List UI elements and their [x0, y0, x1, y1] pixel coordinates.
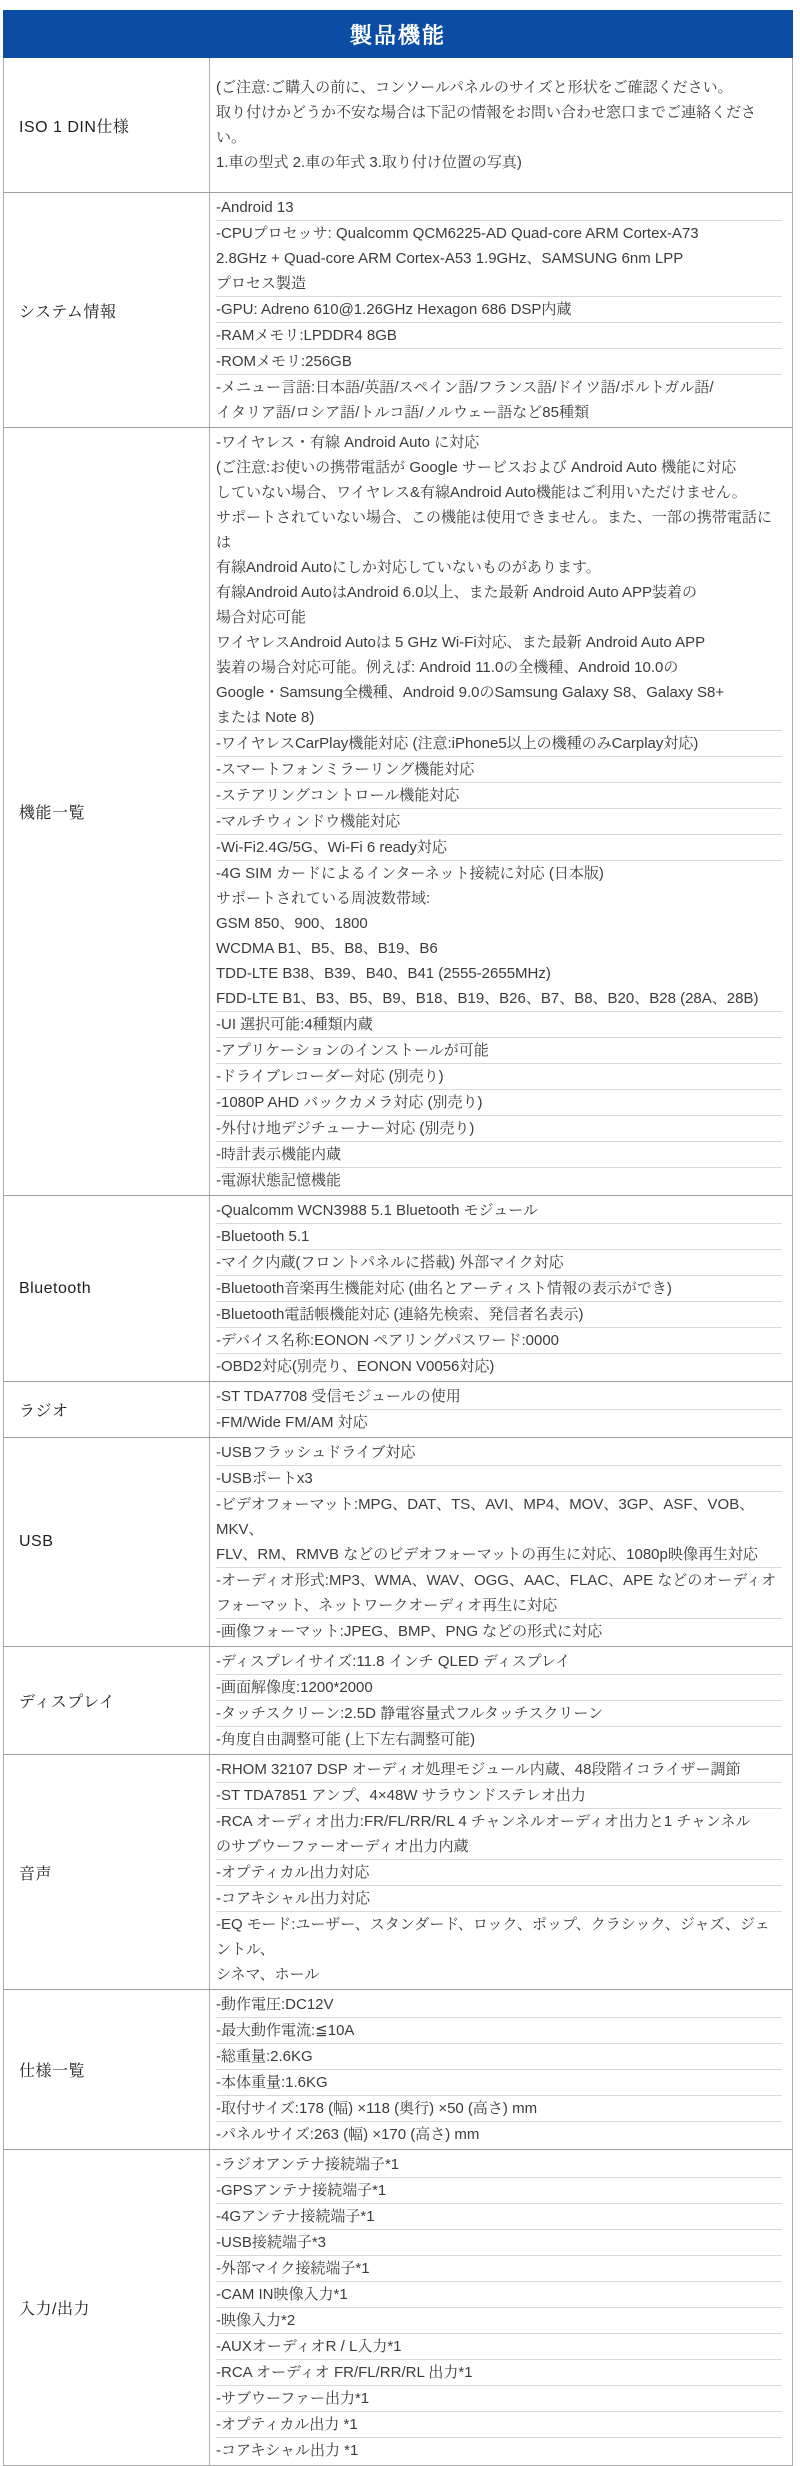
spec-item: [216, 1089, 782, 1115]
spec-item: [216, 1141, 782, 1167]
section-label: ISO 1 DIN仕様: [4, 58, 210, 192]
spec-item: [216, 2017, 782, 2043]
spec-line: シネマ、ホール: [216, 1966, 320, 1983]
spec-item: [216, 730, 782, 756]
spec-item: [216, 1327, 782, 1353]
section-label: 仕様一覧: [4, 1990, 210, 2149]
spec-item: [216, 296, 782, 322]
section-row: [4, 1195, 792, 1381]
spec-line: -総重量:2.6KG: [216, 2048, 313, 2065]
spec-line: 2.8GHz + Quad-core ARM Cortex-A53 1.9GHz、SAMSUNG 6nm LPP: [216, 250, 684, 267]
spec-item: [216, 374, 782, 425]
spec-item: [216, 2255, 782, 2281]
spec-line: -Qualcomm WCN3988 5.1 Bluetooth モジュール: [216, 1202, 539, 1219]
spec-line: -ST TDA7851 アンプ、4×48W サラウンドステレオ出力: [216, 1787, 586, 1804]
product-spec-page: [3, 10, 793, 2466]
spec-line: -外付け地デジチューナー対応 (別売り): [216, 1120, 475, 1137]
spec-line: -ビデオフォーマット:MPG、DAT、TS、AVI、MP4、MOV、3GP、ASF、VOB、MKV、: [216, 1496, 755, 1538]
spec-line: -Android 13: [216, 199, 294, 216]
spec-item: [216, 2307, 782, 2333]
spec-line: -RAMメモリ:LPDDR4 8GB: [216, 327, 397, 344]
spec-item: [216, 1911, 782, 1987]
spec-line: -4Gアンテナ接続端子*1: [216, 2208, 375, 2225]
spec-line: -タッチスクリーン:2.5D 静電容量式フルタッチスクリーン: [216, 1705, 604, 1722]
section-content: [210, 1382, 792, 1437]
spec-item: [216, 1491, 782, 1567]
spec-item: [216, 1384, 782, 1409]
spec-line: GSM 850、900、1800: [216, 915, 368, 932]
spec-item: [216, 322, 782, 348]
spec-line: (ご注意:お使いの携帯電話が Google サービスおよび Android Auto 機能に対応: [216, 459, 737, 476]
spec-item: [216, 1011, 782, 1037]
spec-item: [216, 2152, 782, 2177]
spec-line: -GPU: Adreno 610@1.26GHz Hexagon 686 DSP内蔵: [216, 301, 572, 318]
spec-line: -USB接続端子*3: [216, 2234, 327, 2251]
spec-line: -FM/Wide FM/AM 対応: [216, 1414, 368, 1431]
spec-line: -ワイヤレスCarPlay機能対応 (注意:iPhone5以上の機種のみCarplay対応): [216, 735, 699, 752]
spec-line: -ワイヤレス・有線 Android Auto に対応: [216, 434, 480, 451]
spec-item: [216, 1275, 782, 1301]
spec-line: -USBフラッシュドライブ対応: [216, 1444, 416, 1461]
spec-item: [216, 2121, 782, 2147]
spec-line: -Bluetooth電話帳機能対応 (連絡先検索、発信者名表示): [216, 1306, 584, 1323]
spec-line: -映像入力*2: [216, 2312, 296, 2329]
spec-line: FDD-LTE B1、B3、B5、B9、B18、B19、B26、B7、B8、B20、B28 (28A、28B): [216, 990, 759, 1007]
section-content: [210, 1755, 792, 1989]
spec-line: -時計表示機能内蔵: [216, 1146, 341, 1163]
spec-line: または Note 8): [216, 709, 315, 726]
spec-line: -1080P AHD バックカメラ対応 (別売り): [216, 1094, 483, 1111]
spec-item: [216, 75, 782, 175]
section-label: 入力/出力: [4, 2150, 210, 2465]
section-row: [4, 192, 792, 427]
section-row: [4, 1754, 792, 1989]
spec-line: TDD-LTE B38、B39、B40、B41 (2555-2655MHz): [216, 965, 551, 982]
spec-item: [216, 2203, 782, 2229]
section-content: [210, 193, 792, 427]
section-row: [4, 1437, 792, 1646]
spec-line: -4G SIM カードによるインターネット接続に対応 (日本版): [216, 865, 604, 882]
spec-line: -ステアリングコントロール機能対応: [216, 787, 460, 804]
spec-line: -画像フォーマット:JPEG、BMP、PNG などの形式に対応: [216, 1623, 603, 1640]
section-row: [4, 427, 792, 1195]
spec-item: [216, 1859, 782, 1885]
spec-item: [216, 1167, 782, 1193]
spec-line: -GPSアンテナ接続端子*1: [216, 2182, 387, 2199]
section-label: 機能一覧: [4, 428, 210, 1195]
spec-line: -パネルサイズ:263 (幅) ×170 (高さ) mm: [216, 2126, 480, 2143]
spec-item: [216, 1465, 782, 1491]
spec-line: -オプティカル出力 *1: [216, 2416, 358, 2433]
spec-line: -CPUプロセッサ: Qualcomm QCM6225-AD Quad-core ARM Cortex-A73: [216, 225, 699, 242]
spec-item: [216, 1618, 782, 1644]
section-row: [4, 1989, 792, 2149]
spec-item: [216, 1782, 782, 1808]
spec-item: [216, 860, 782, 1011]
section-content: [210, 428, 792, 1195]
spec-item: [216, 2359, 782, 2385]
spec-item: [216, 756, 782, 782]
spec-line: -最大動作電流:≦10A: [216, 2022, 355, 2039]
spec-line: のサブウーファーオーディオ出力内蔵: [216, 1838, 469, 1855]
spec-line: -角度自由調整可能 (上下左右調整可能): [216, 1731, 476, 1748]
spec-line: -RCA オーディオ FR/FL/RR/RL 出力*1: [216, 2364, 473, 2381]
spec-item: [216, 2411, 782, 2437]
spec-item: [216, 1115, 782, 1141]
spec-line: -AUXオーディオR / L入力*1: [216, 2338, 402, 2355]
section-row: [4, 2149, 792, 2465]
spec-line: -コアキシャル出力対応: [216, 1890, 370, 1907]
spec-item: [216, 808, 782, 834]
spec-line: -マルチウィンドウ機能対応: [216, 813, 401, 830]
spec-line: -CAM IN映像入力*1: [216, 2286, 348, 2303]
spec-line: -画面解像度:1200*2000: [216, 1679, 373, 1696]
spec-line: イタリア語/ロシア語/トルコ語/ノルウェー語など85種類: [216, 404, 589, 421]
spec-line: フォーマット、ネットワークオーディオ再生に対応: [216, 1597, 558, 1614]
spec-line: していない場合、ワイヤレス&有線Android Auto機能はご利用いただけません。: [216, 484, 747, 501]
spec-line: -Bluetooth 5.1: [216, 1228, 310, 1245]
spec-line: FLV、RM、RMVB などのビデオフォーマットの再生に対応、1080p映像再生対応: [216, 1546, 758, 1563]
spec-item: [216, 2281, 782, 2307]
spec-line: -コアキシャル出力 *1: [216, 2442, 359, 2459]
spec-line: -Bluetooth音楽再生機能対応 (曲名とアーティスト情報の表示ができ): [216, 1280, 672, 1297]
spec-line: プロセス製造: [216, 275, 307, 292]
page-title: 製品機能: [3, 10, 793, 58]
section-content: [210, 2150, 792, 2465]
spec-item: [216, 2437, 782, 2463]
section-content: [210, 58, 792, 192]
spec-line: -RHOM 32107 DSP オーディオ処理モジュール内蔵、48段階イコライザー調節: [216, 1761, 741, 1778]
spec-item: [216, 1301, 782, 1327]
spec-item: [216, 2095, 782, 2121]
spec-line: -メニュー言語:日本語/英語/スペイン語/フランス語/ドイツ語/ポルトガル語/: [216, 379, 714, 396]
spec-line: -サブウーファー出力*1: [216, 2390, 370, 2407]
spec-table: [3, 58, 793, 2466]
section-content: [210, 1196, 792, 1381]
section-row: [4, 1646, 792, 1754]
section-label: 音声: [4, 1755, 210, 1989]
spec-line: -EQ モード:ユーザー、スタンダード、ロック、ポップ、クラシック、ジャズ、ジェントル、: [216, 1916, 770, 1958]
spec-line: -RCA オーディオ出力:FR/FL/RR/RL 4 チャンネルオーディオ出力と1 チャンネル: [216, 1813, 751, 1830]
spec-line: ワイヤレスAndroid Autoは 5 GHz Wi-Fi対応、また最新 Android Auto APP: [216, 634, 706, 651]
spec-item: [216, 1649, 782, 1674]
spec-line: -ラジオアンテナ接続端子*1: [216, 2156, 400, 2173]
spec-line: -電源状態記憶機能: [216, 1172, 341, 1189]
spec-line: 装着の場合対応可能。例えば: Android 11.0の全機種、Android 10.0の: [216, 659, 679, 676]
spec-item: [216, 430, 782, 730]
spec-item: [216, 834, 782, 860]
spec-line: -取付サイズ:178 (幅) ×118 (奥行) ×50 (高さ) mm: [216, 2100, 538, 2117]
spec-item: [216, 1992, 782, 2017]
spec-item: [216, 1063, 782, 1089]
spec-item: [216, 1757, 782, 1782]
spec-item: [216, 1249, 782, 1275]
spec-line: -外部マイク接続端子*1: [216, 2260, 370, 2277]
spec-item: [216, 1726, 782, 1752]
spec-item: [216, 220, 782, 296]
spec-line: -ST TDA7708 受信モジュールの使用: [216, 1388, 461, 1405]
spec-line: -OBD2対応(別売り、EONON V0056対応): [216, 1358, 495, 1375]
spec-item: [216, 2069, 782, 2095]
spec-line: Google・Samsung全機種、Android 9.0のSamsung Galaxy S8、Galaxy S8+: [216, 684, 725, 701]
section-label: ラジオ: [4, 1382, 210, 1437]
spec-line: -動作電圧:DC12V: [216, 1996, 334, 2013]
spec-item: [216, 782, 782, 808]
spec-line: -アプリケーションのインストールが可能: [216, 1042, 489, 1059]
section-label: システム情報: [4, 193, 210, 427]
spec-item: [216, 2229, 782, 2255]
spec-line: (ご注意:ご購入の前に、コンソールパネルのサイズと形状をご確認ください。: [216, 79, 733, 96]
section-content: [210, 1438, 792, 1646]
section-row: [4, 58, 792, 192]
section-row: [4, 1381, 792, 1437]
spec-item: [216, 1700, 782, 1726]
spec-line: 有線Android AutoはAndroid 6.0以上、また最新 Android Auto APP装着の: [216, 584, 698, 601]
spec-line: -マイク内蔵(フロントパネルに搭載) 外部マイク対応: [216, 1254, 564, 1271]
spec-item: [216, 1037, 782, 1063]
spec-line: 有線Android Autoにしか対応していないものがあります。: [216, 559, 601, 576]
section-content: [210, 1647, 792, 1754]
spec-line: -UI 選択可能:4種類内蔵: [216, 1016, 373, 1033]
spec-line: -オプティカル出力対応: [216, 1864, 370, 1881]
spec-item: [216, 1808, 782, 1859]
spec-item: [216, 1198, 782, 1223]
spec-line: -ROMメモリ:256GB: [216, 353, 352, 370]
spec-item: [216, 2177, 782, 2203]
spec-item: [216, 1885, 782, 1911]
spec-line: サポートされている周波数帯域:: [216, 890, 431, 907]
spec-line: -ドライブレコーダー対応 (別売り): [216, 1068, 444, 1085]
spec-item: [216, 348, 782, 374]
spec-line: 場合対応可能: [216, 609, 307, 626]
spec-item: [216, 2333, 782, 2359]
section-label: Bluetooth: [4, 1196, 210, 1381]
section-label: USB: [4, 1438, 210, 1646]
spec-line: -Wi-Fi2.4G/5G、Wi-Fi 6 ready対応: [216, 839, 447, 856]
spec-line: サポートされていない場合、この機能は使用できません。また、一部の携帯電話には: [216, 509, 772, 551]
spec-item: [216, 195, 782, 220]
spec-item: [216, 1440, 782, 1465]
spec-item: [216, 1409, 782, 1435]
spec-line: -スマートフォンミラーリング機能対応: [216, 761, 475, 778]
spec-line: -デバイス名称:EONON ペアリングパスワード:0000: [216, 1332, 560, 1349]
spec-line: 1.車の型式 2.車の年式 3.取り付け位置の写真): [216, 154, 522, 171]
section-label: ディスプレイ: [4, 1647, 210, 1754]
spec-item: [216, 1223, 782, 1249]
spec-line: WCDMA B1、B5、B8、B19、B6: [216, 940, 438, 957]
section-content: [210, 1990, 792, 2149]
spec-item: [216, 2385, 782, 2411]
spec-line: 取り付けかどうか不安な場合は下記の情報をお問い合わせ窓口までご連絡ください。: [216, 104, 757, 146]
spec-line: -本体重量:1.6KG: [216, 2074, 328, 2091]
spec-line: -ディスプレイサイズ:11.8 インチ QLED ディスプレイ: [216, 1653, 571, 1670]
spec-line: -USBポートx3: [216, 1470, 313, 1487]
spec-item: [216, 2043, 782, 2069]
spec-item: [216, 1353, 782, 1379]
spec-item: [216, 1567, 782, 1618]
spec-item: [216, 1674, 782, 1700]
spec-line: -オーディオ形式:MP3、WMA、WAV、OGG、AAC、FLAC、APE などのオーディオ: [216, 1572, 777, 1589]
